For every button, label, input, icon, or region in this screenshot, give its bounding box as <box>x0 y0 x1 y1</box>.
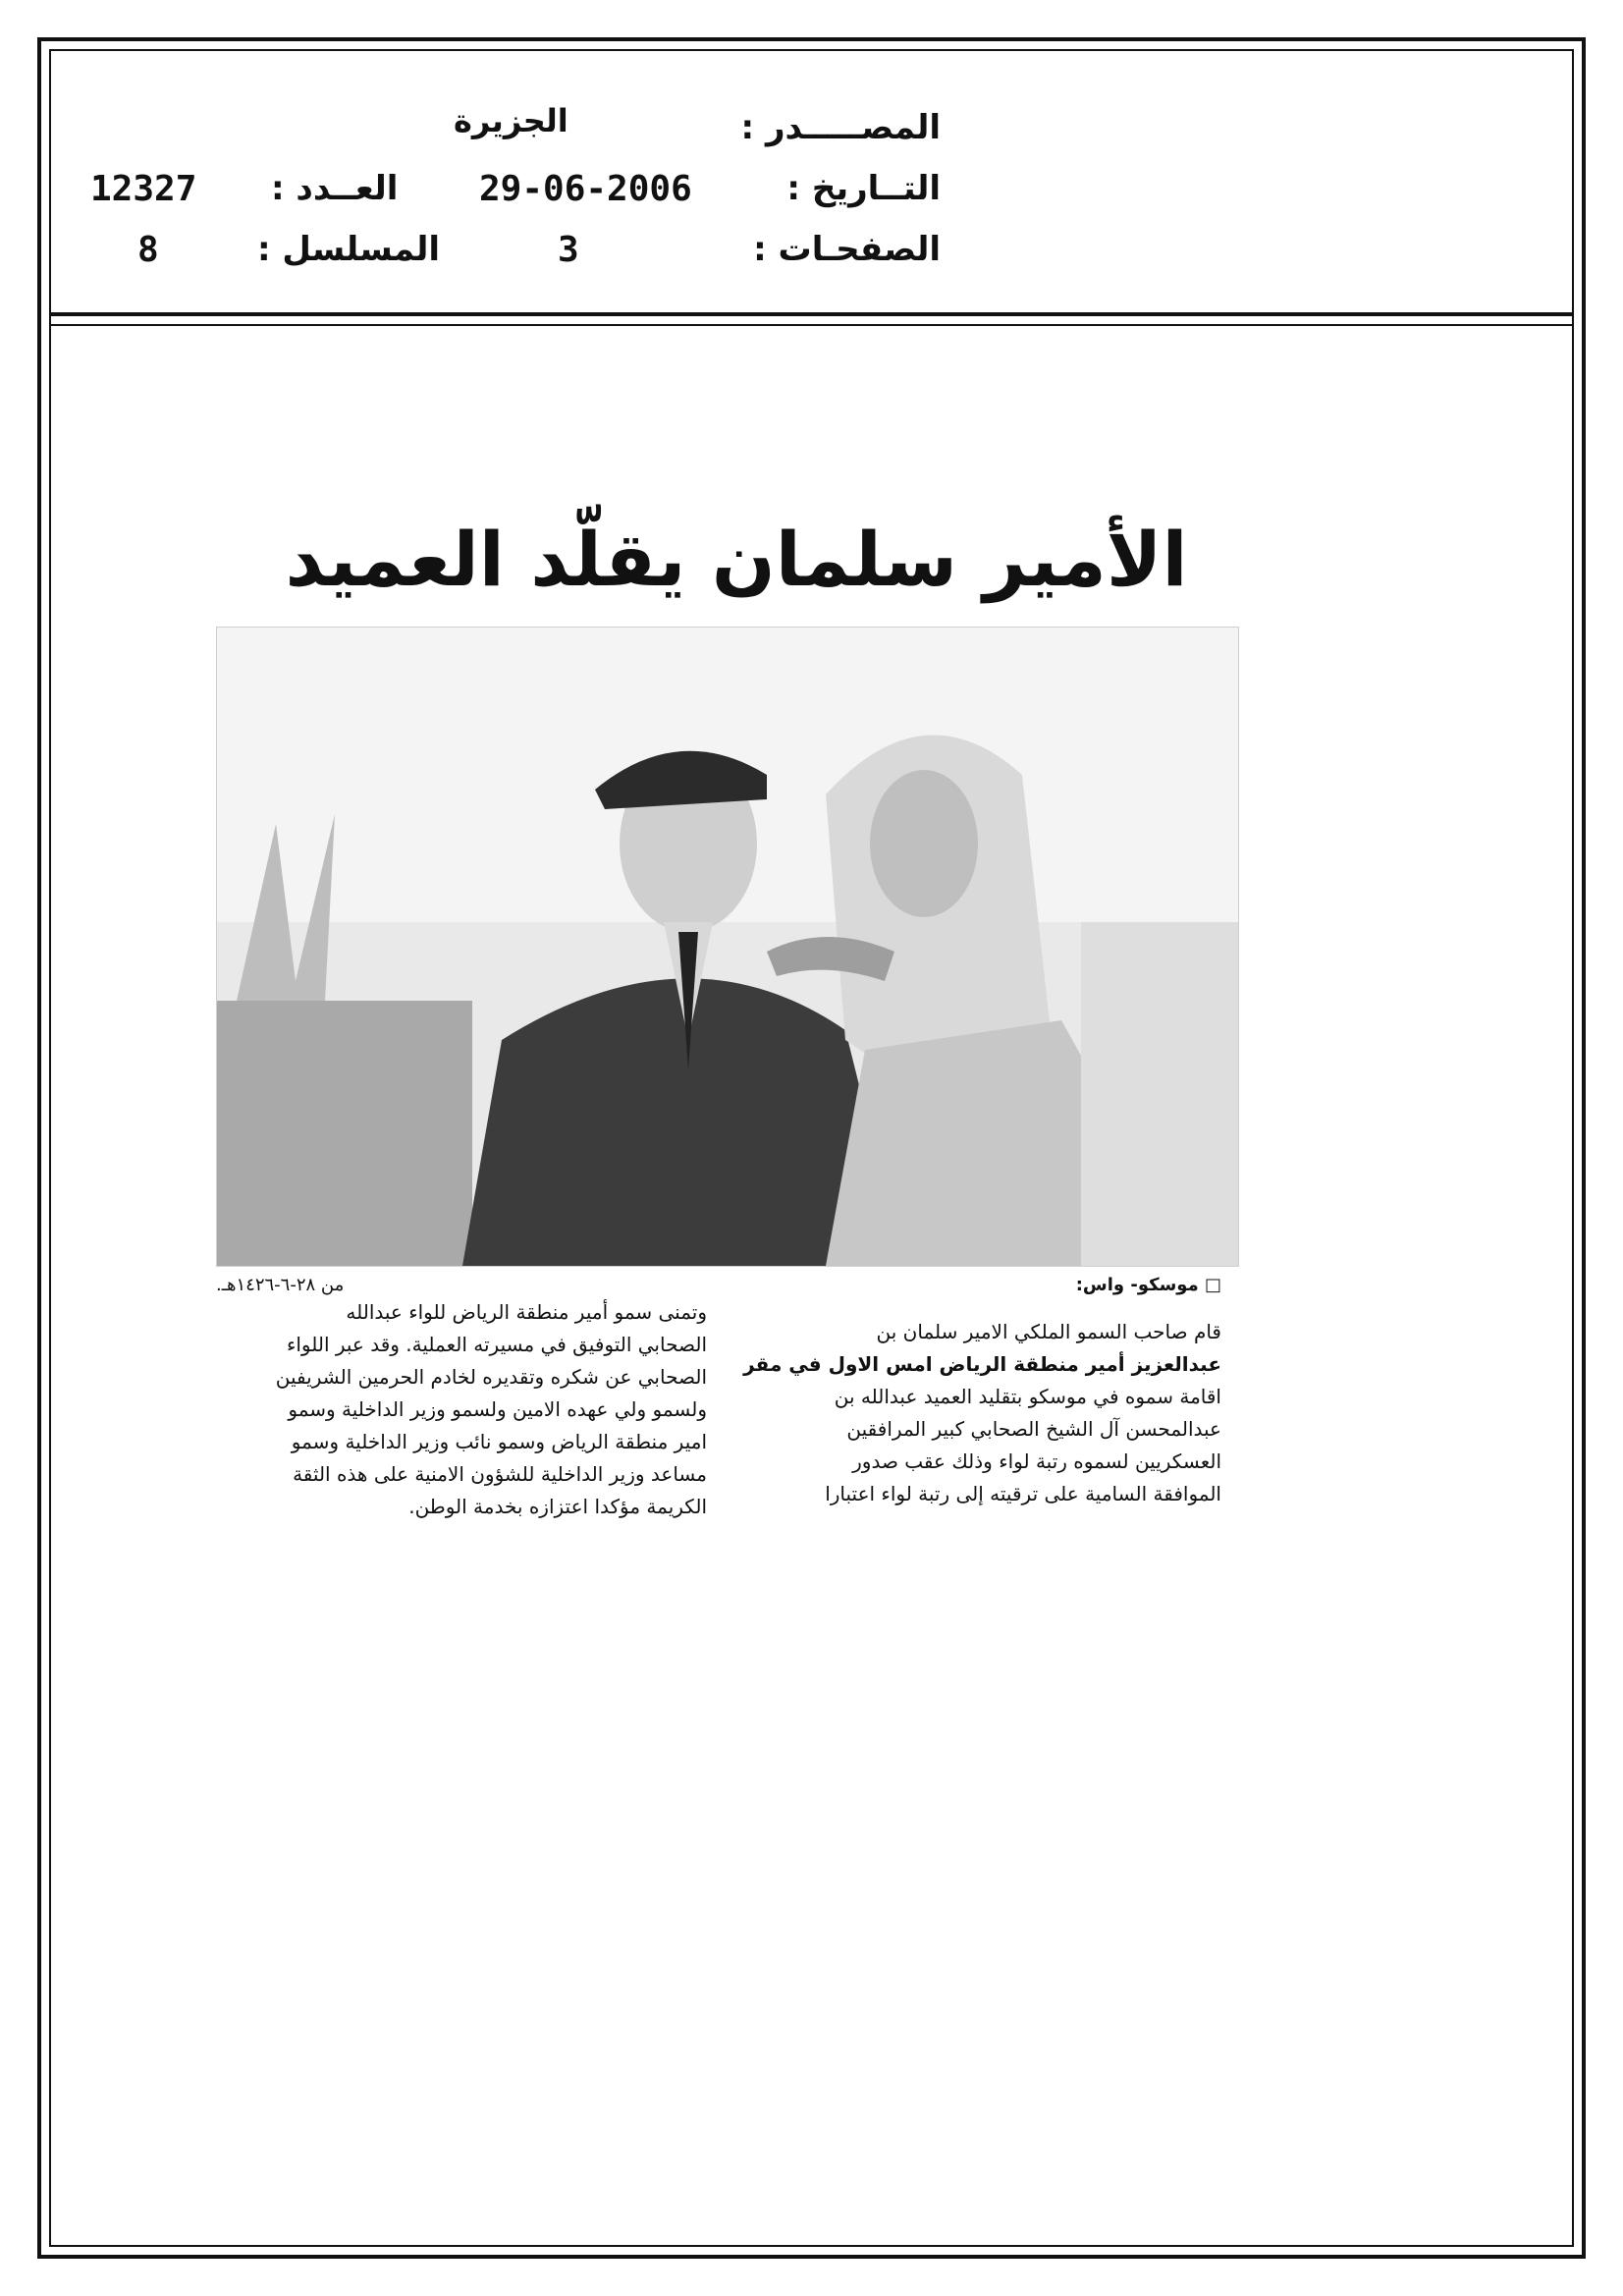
serial-label: المسلسل : <box>257 230 441 269</box>
article-photo <box>216 627 1239 1267</box>
article-line: عبدالمحسن آل الشيخ الصحابي كبير المرافقين <box>846 1417 1221 1441</box>
article-line: امير منطقة الرياض وسمو نائب وزير الداخلية وسمو <box>291 1430 707 1453</box>
source-label: المصـــــدر : <box>740 108 941 147</box>
article-headline: الأمير سلمان يقلّد العميد <box>285 516 1188 603</box>
article-line: اقامة سموه في موسكو بتقليد العميد عبدالله بن <box>834 1385 1221 1408</box>
issue-value: 12327 <box>90 169 197 209</box>
continued-from: من ٢٨-٦-١٤٢٦هـ. <box>216 1275 345 1295</box>
date-label: التــاريخ : <box>786 169 941 208</box>
newspaper-clipping <box>196 511 1257 1552</box>
article-line: العسكريين لسموه رتبة لواء وذلك عقب صدور <box>852 1449 1221 1473</box>
dateline: □ موسكو- واس: <box>1075 1275 1221 1295</box>
article-line: وتمنى سمو أمير منطقة الرياض للواء عبدالله <box>346 1300 707 1324</box>
header-divider <box>49 312 1574 316</box>
pages-label: الصفحـات : <box>753 230 941 269</box>
article-line: ولسمو ولي عهده الامين ولسمو وزير الداخلية وسمو <box>288 1397 707 1421</box>
serial-value: 8 <box>137 230 159 270</box>
article-column-right <box>730 1316 1221 1510</box>
header-divider-thin <box>49 324 1574 326</box>
source-value: الجزيرة <box>454 102 568 139</box>
article-line: الموافقة السامية على ترقيته إلى رتبة لواء اعتبارا <box>825 1482 1221 1505</box>
pages-value: 3 <box>558 230 579 270</box>
article-line: الصحابي التوفيق في مسيرته العملية. وقد عبر اللواء <box>286 1333 707 1356</box>
article-line: مساعد وزير الداخلية للشؤون الامنية على هذه الثقة <box>293 1462 707 1486</box>
article-line: قام صاحب السمو الملكي الامير سلمان بن <box>876 1320 1221 1343</box>
article-line: الكريمة مؤكدا اعتزازه بخدمة الوطن. <box>408 1495 707 1518</box>
issue-label: العــدد : <box>271 169 399 208</box>
article-line: عبدالعزيز أمير منطقة الرياض امس الاول في مقر <box>743 1352 1221 1376</box>
article-column-left <box>216 1296 707 1523</box>
article-line: الصحابي عن شكره وتقديره لخادم الحرمين الشريفين <box>275 1365 707 1389</box>
date-value: 29-06-2006 <box>479 169 692 209</box>
ceremony-photo-illustration <box>217 628 1238 1266</box>
